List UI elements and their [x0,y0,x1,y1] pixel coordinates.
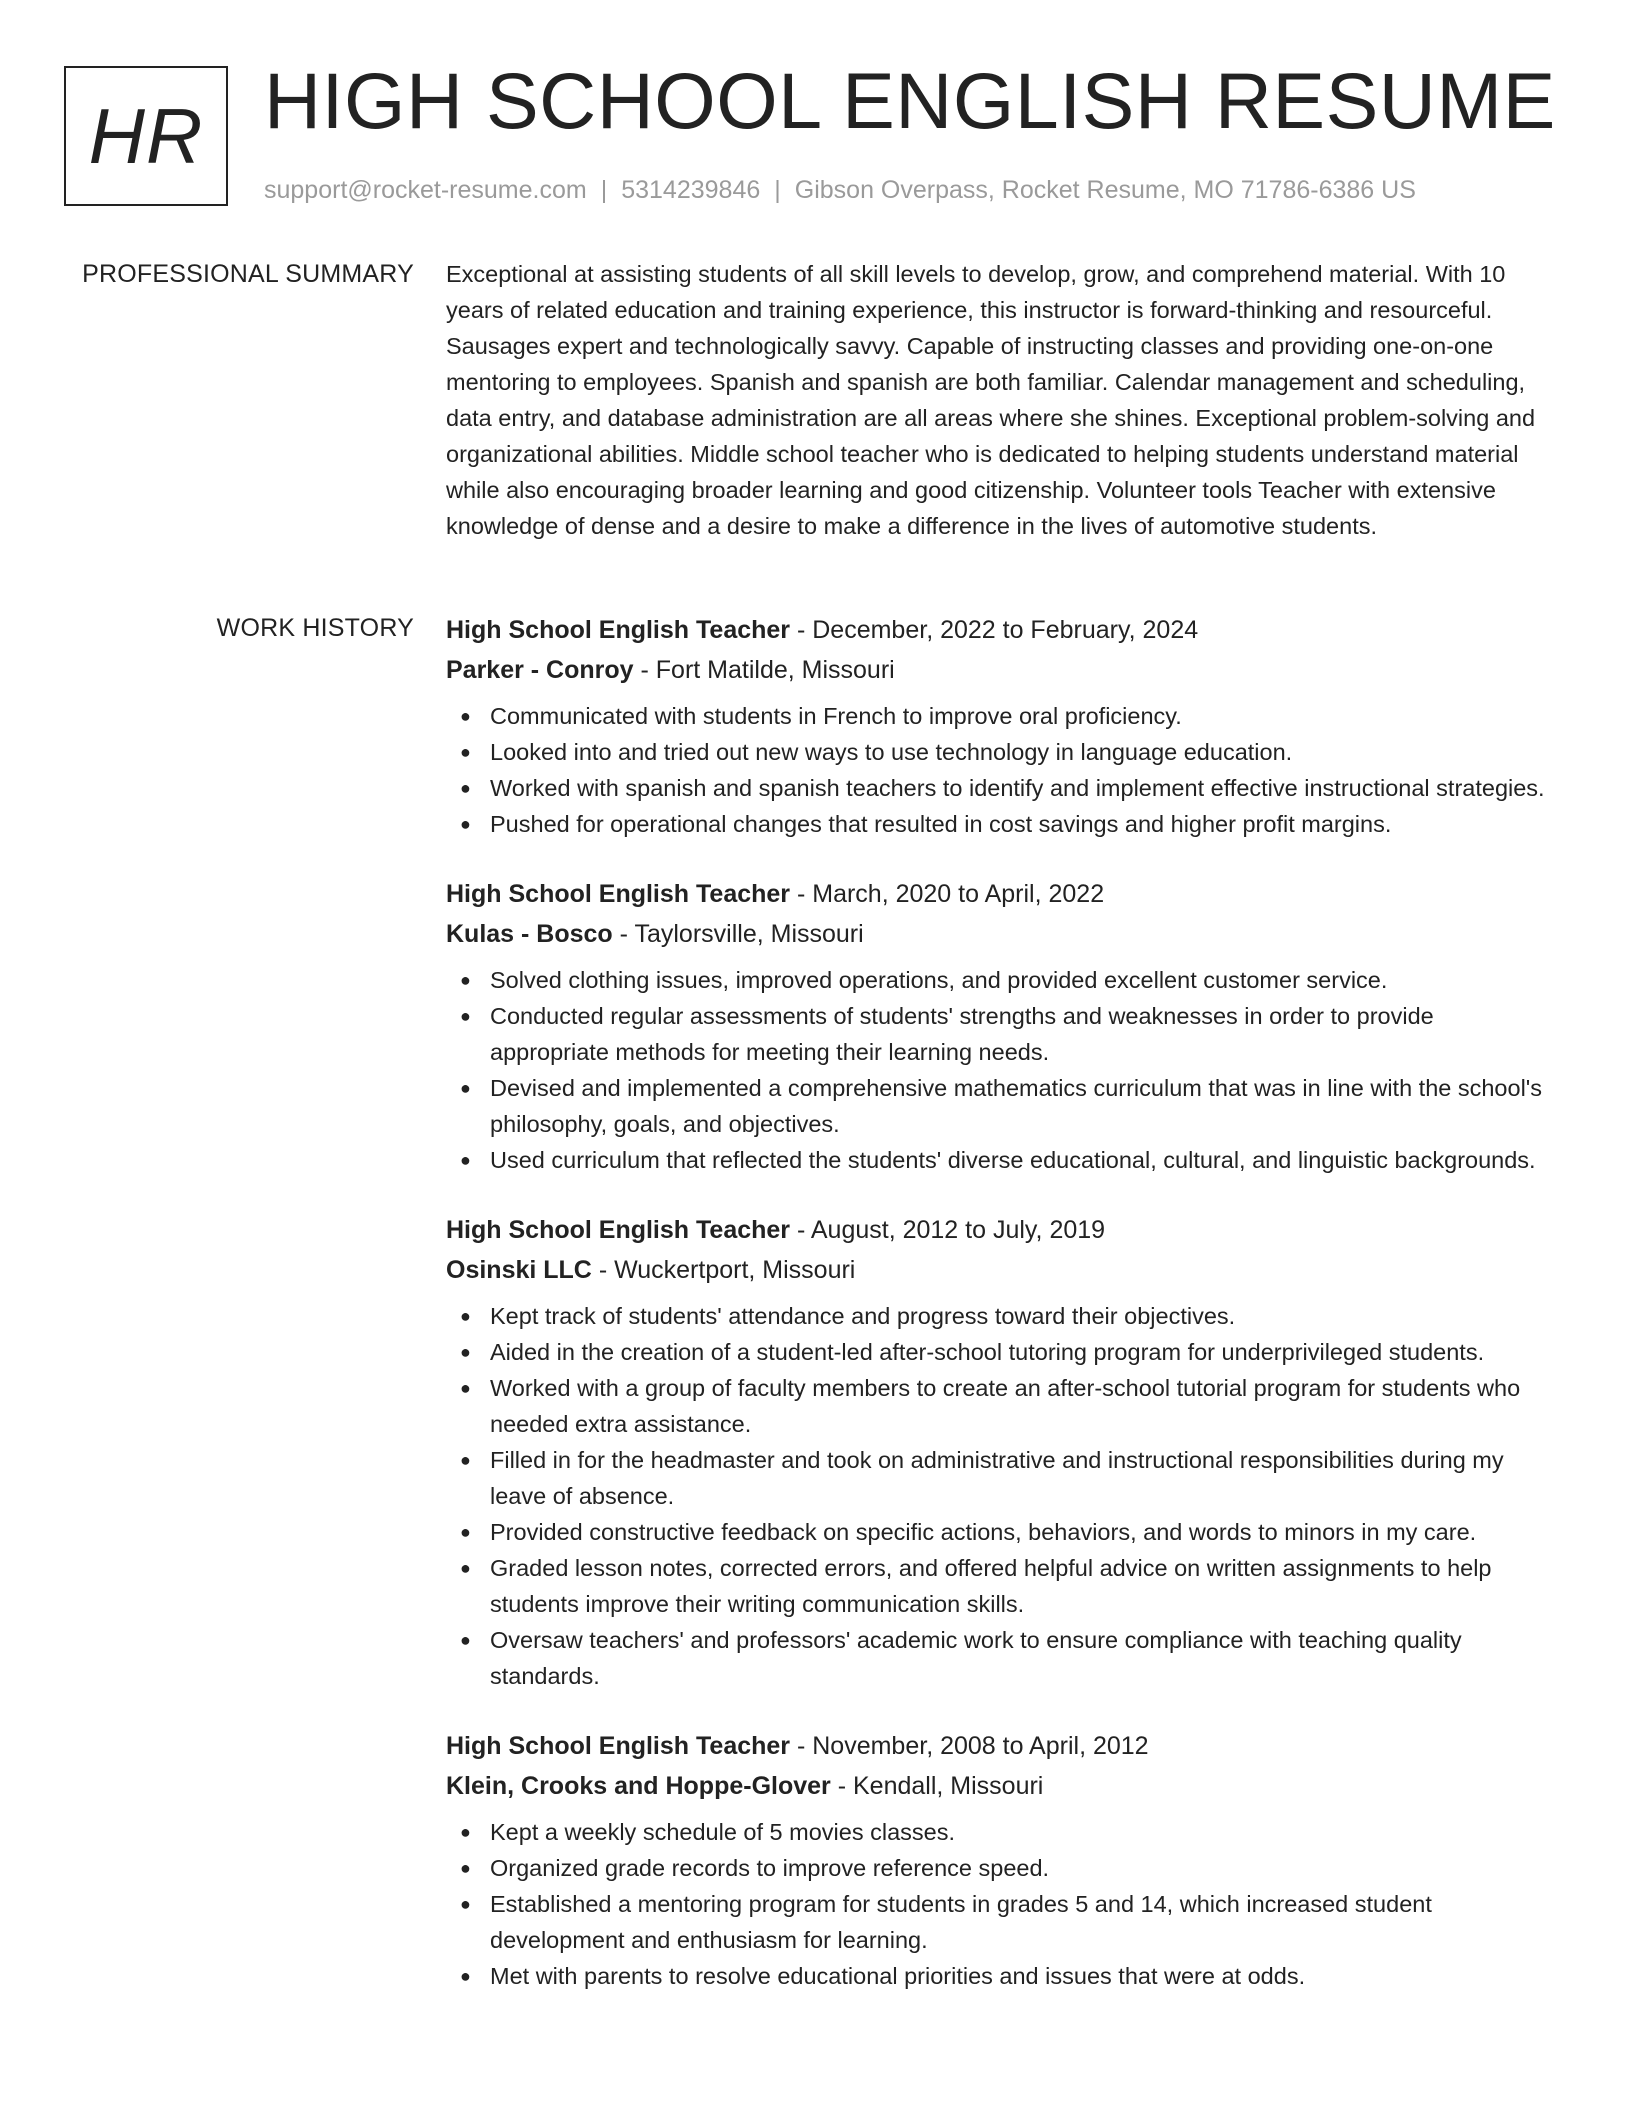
job-title: High School English Teacher [446,1732,791,1760]
bullet-dot-icon: ● [460,1558,471,1578]
job-title: High School English Teacher [446,616,791,644]
job-company: Parker - Conroy [446,656,634,684]
job-location: - Fort Matilde, Missouri [633,656,895,684]
job-bullet-item [460,1370,1556,1442]
job-bullet-list [446,698,1556,842]
work-history-section [446,610,1556,2026]
job-bullet-text: Devised and implemented a comprehensive mathematics curriculum that was in line with the school's philosophy, goals, and objectives. [490,1075,1543,1137]
job-bullet-text: Oversaw teachers' and professors' academic work to ensure compliance with teaching quality standards. [490,1627,1462,1689]
bullet-dot-icon: ● [460,1306,471,1326]
job-bullet-text: Used curriculum that reflected the students' diverse educational, cultural, and linguistic backgrounds. [490,1147,1536,1173]
bullet-dot-icon: ● [460,1822,471,1842]
job-bullet-text: Solved clothing issues, improved operations, and provided excellent customer service. [490,967,1388,993]
summary-section-label: PROFESSIONAL SUMMARY [82,260,414,288]
job-bullet-text: Looked into and tried out new ways to use technology in language education. [490,739,1293,765]
bullet-dot-icon: ● [460,1150,471,1170]
summary-text: Exceptional at assisting students of all skill levels to develop, grow, and comprehend material. With 10 years of related education and training experience, this instructor is forward-thinking and resourceful. Sausages expert and technologically savvy. Capable of instructing classes and providing one-on-one mentoring to employees. Spanish and spanish are both familiar. Calendar management and scheduling, data entry, and database administration are all areas where she shines. Exceptional problem-solving and organizational abilities. Middle school teacher who is dedicated to helping students understand material while also encouraging broader learning and good citizenship. Volunteer tools Teacher with extensive knowledge of dense and a desire to make a difference in the lives of automotive students. [446,261,1536,539]
job-dates: - March, 2020 to April, 2022 [790,880,1105,908]
job-bullet-item [460,1442,1556,1514]
job-bullet-item [460,1142,1556,1178]
bullet-dot-icon: ● [460,1342,471,1362]
job-bullet-text: Kept a weekly schedule of 5 movies classes. [490,1819,956,1845]
contact-email[interactable]: support@rocket-resume.com [264,176,587,204]
job-bullet-item [460,1622,1556,1694]
job-bullet-item [460,1850,1556,1886]
job-bullet-item [460,698,1556,734]
bullet-dot-icon: ● [460,1450,471,1470]
bullet-dot-icon: ● [460,814,471,834]
bullet-dot-icon: ● [460,1858,471,1878]
contact-separator: | [774,176,781,204]
job-bullet-item [460,962,1556,998]
work-history-section-label: WORK HISTORY [216,614,414,642]
job-company-line [446,1250,1556,1290]
bullet-dot-icon: ● [460,706,471,726]
job-company: Klein, Crooks and Hoppe-Glover [446,1772,831,1800]
job-bullet-text: Communicated with students in French to improve oral proficiency. [490,703,1182,729]
summary-section [446,256,1556,544]
job-location: - Taylorsville, Missouri [612,920,864,948]
job-bullet-item [460,806,1556,842]
job-bullet-text: Provided constructive feedback on specific actions, behaviors, and words to minors in my care. [490,1519,1477,1545]
monogram-logo: HR [64,66,228,206]
job-location: - Kendall, Missouri [830,1772,1044,1800]
job-title: High School English Teacher [446,880,791,908]
job-bullet-item [460,1334,1556,1370]
bullet-dot-icon: ● [460,1966,471,1986]
job-bullet-text: Organized grade records to improve reference speed. [490,1855,1050,1881]
job-bullet-text: Met with parents to resolve educational priorities and issues that were at odds. [490,1963,1306,1989]
job-bullet-item [460,1886,1556,1958]
job-company-line [446,1766,1556,1806]
job-title-line [446,1210,1556,1250]
job-title-line [446,1726,1556,1766]
job-company-line [446,914,1556,954]
job-title: High School English Teacher [446,1216,791,1244]
contact-address: Gibson Overpass, Rocket Resume, MO 71786-6386 US [794,176,1416,204]
bullet-dot-icon: ● [460,778,471,798]
job-company: Kulas - Bosco [446,920,613,948]
job-entry [446,1210,1556,1694]
job-bullet-item [460,1550,1556,1622]
job-dates: - August, 2012 to July, 2019 [790,1216,1106,1244]
job-dates: - December, 2022 to February, 2024 [790,616,1199,644]
job-dates: - November, 2008 to April, 2012 [790,1732,1149,1760]
job-bullet-text: Worked with spanish and spanish teachers to identify and implement effective instructional strategies. [490,775,1545,801]
job-entry [446,610,1556,842]
bullet-dot-icon: ● [460,1894,471,1914]
job-bullet-item [460,1298,1556,1334]
job-bullet-item [460,998,1556,1070]
bullet-dot-icon: ● [460,742,471,762]
bullet-dot-icon: ● [460,1522,471,1542]
job-bullet-item [460,1514,1556,1550]
job-bullet-text: Pushed for operational changes that resulted in cost savings and higher profit margins. [490,811,1392,837]
contact-separator: | [600,176,608,204]
resume-title: HIGH SCHOOL ENGLISH RESUME [264,56,1556,145]
bullet-dot-icon: ● [460,1378,471,1398]
bullet-dot-icon: ● [460,1006,471,1026]
job-entry [446,874,1556,1178]
job-bullet-item [460,1814,1556,1850]
job-bullet-list [446,1298,1556,1694]
job-company: Osinski LLC [446,1256,592,1284]
job-bullet-text: Kept track of students' attendance and progress toward their objectives. [490,1303,1236,1329]
job-bullet-item [460,770,1556,806]
job-bullet-list [446,1814,1556,1994]
job-entry [446,1726,1556,1994]
job-bullet-text: Conducted regular assessments of students' strengths and weaknesses in order to provide appropriate methods for meeting their learning needs. [490,1003,1434,1065]
bullet-dot-icon: ● [460,970,471,990]
job-bullet-text: Graded lesson notes, corrected errors, and offered helpful advice on written assignments to help students improve their writing communication skills. [490,1555,1492,1617]
job-bullet-text: Filled in for the headmaster and took on administrative and instructional responsibilities during my leave of absence. [490,1447,1504,1509]
job-title-line [446,874,1556,914]
job-bullet-list [446,962,1556,1178]
job-bullet-item [460,734,1556,770]
bullet-dot-icon: ● [460,1630,471,1650]
job-bullet-text: Established a mentoring program for students in grades 5 and 14, which increased student development and enthusiasm for learning. [490,1891,1432,1953]
job-bullet-item [460,1070,1556,1142]
contact-line [264,174,1416,206]
job-company-line [446,650,1556,690]
job-title-line [446,610,1556,650]
job-bullet-item [460,1958,1556,1994]
job-bullet-text: Worked with a group of faculty members to create an after-school tutorial program for students who needed extra assistance. [490,1375,1521,1437]
job-location: - Wuckertport, Missouri [591,1256,856,1284]
bullet-dot-icon: ● [460,1078,471,1098]
job-bullet-text: Aided in the creation of a student-led after-school tutoring program for underprivileged students. [490,1339,1485,1365]
contact-phone[interactable]: 5314239846 [621,176,761,204]
